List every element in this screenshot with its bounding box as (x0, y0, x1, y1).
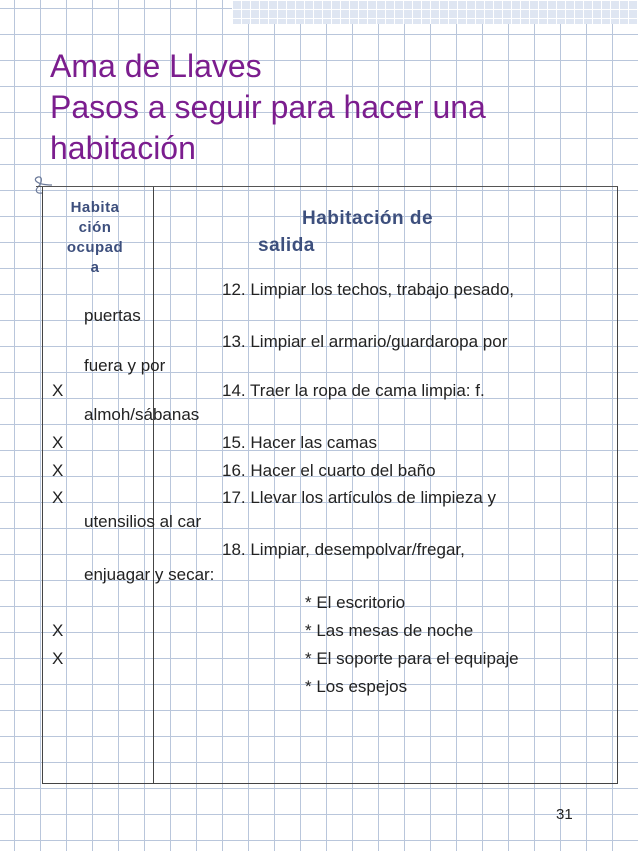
step-17-continuation: utensilios al car (84, 512, 202, 531)
subitem-nightstands-mark: X (52, 621, 64, 640)
step-13-continuation: fuera y por (84, 356, 166, 375)
subitem-luggage-rack: * El soporte para el equipaje (305, 649, 519, 668)
step-14-mark: X (52, 381, 64, 400)
step-14-continuation: almoh/sábanas (84, 405, 200, 424)
subitem-desk: * El escritorio (305, 593, 406, 612)
step-18-text: 18. Limpiar, desempolvar/fregar, (222, 540, 465, 559)
occupied-header-line: Habita (70, 199, 120, 216)
step-17-mark: X (52, 488, 64, 507)
subitem-mirrors: * Los espejos (305, 677, 408, 696)
checkout-room-header (258, 205, 578, 259)
column-divider (153, 187, 154, 784)
checkout-header-line: salida (258, 235, 315, 256)
step-15-text: 15. Hacer las camas (222, 433, 377, 452)
occupied-header-line: ción (78, 219, 112, 236)
step-16-text: 16. Hacer el cuarto del baño (222, 461, 436, 480)
step-13-text: 13. Limpiar el armario/guardaropa por (222, 332, 508, 351)
occupied-header-line: ocupad (66, 239, 124, 256)
occupied-room-header (56, 198, 134, 278)
slide-title (50, 46, 610, 169)
decorative-grid-pattern (232, 0, 638, 24)
step-12-text: 12. Limpiar los techos, trabajo pesado, (222, 280, 515, 299)
page-number: 31 (556, 806, 573, 823)
step-18-continuation: enjuagar y secar: (84, 565, 215, 584)
step-12-continuation: puertas (84, 306, 141, 325)
step-16-mark: X (52, 461, 64, 480)
step-17-text: 17. Llevar los artículos de limpieza y (222, 488, 497, 507)
checkout-header-line: Habitación de (302, 208, 434, 229)
subitem-luggage-rack-mark: X (52, 649, 64, 668)
occupied-header-line: a (90, 259, 100, 276)
title-line-2: Pasos a seguir para hacer una (50, 89, 486, 125)
step-14-text: 14. Traer la ropa de cama limpia: f. (222, 381, 485, 400)
step-15-mark: X (52, 433, 64, 452)
title-line-3: habitación (50, 130, 196, 166)
title-line-1: Ama de Llaves (50, 48, 262, 84)
subitem-nightstands: * Las mesas de noche (305, 621, 474, 640)
